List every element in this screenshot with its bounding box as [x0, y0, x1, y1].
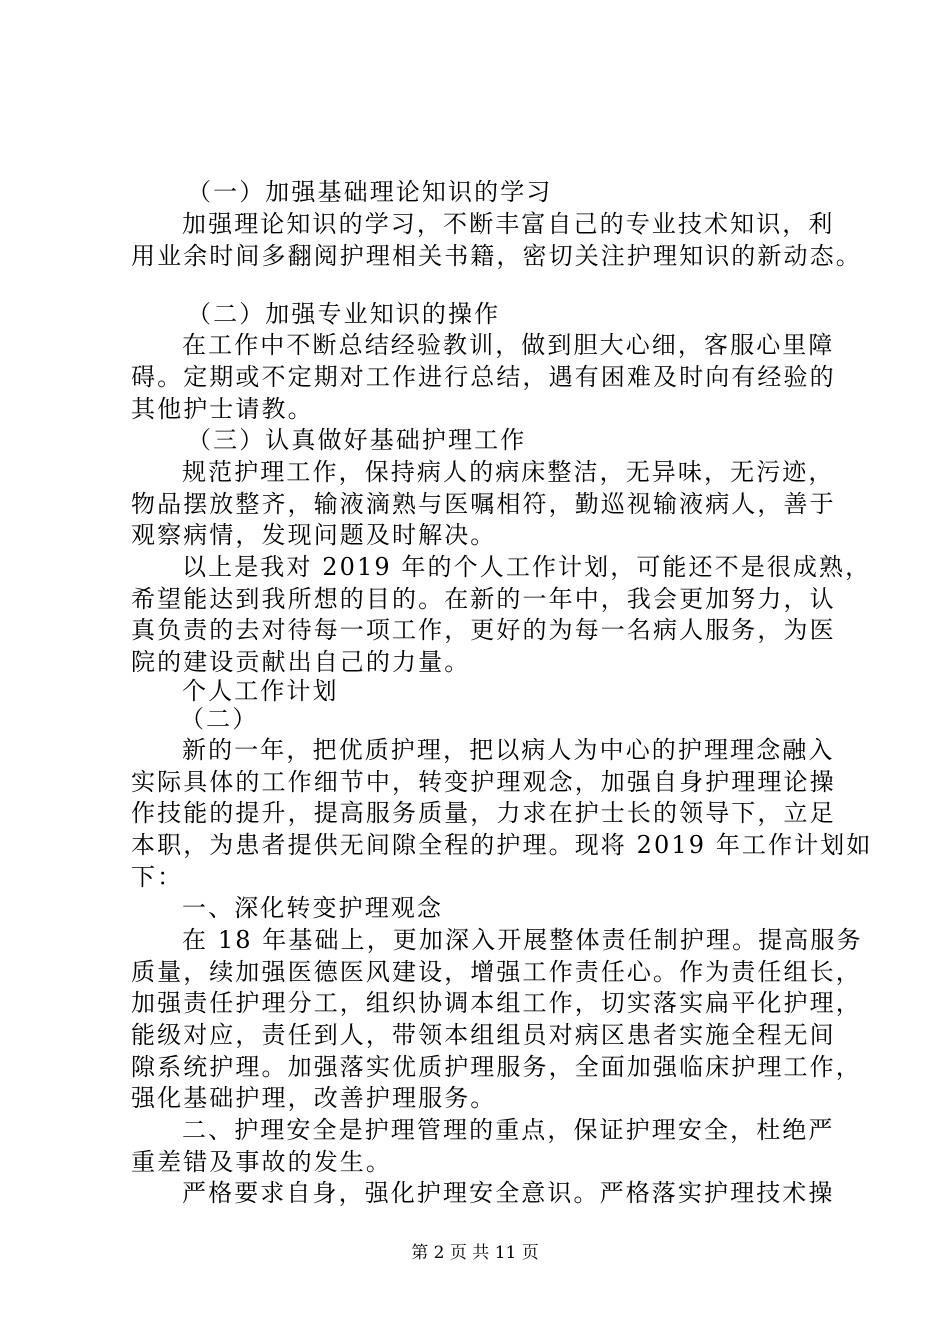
section-heading-2: （二）加强专业知识的操作	[187, 300, 501, 328]
document-subtitle: （二）	[180, 705, 259, 733]
paragraph-line: 强化基础护理，改善护理服务。	[131, 1084, 497, 1112]
paragraph-line: 重差错及事故的发生。	[131, 1148, 392, 1176]
page-number-footer: 第 2 页 共 11 页	[411, 1243, 539, 1263]
paragraph-line: 真负责的去对待每一项工作，更好的为每一名病人服务，为医	[131, 616, 836, 644]
paragraph-line: 观察病情，发现问题及时解决。	[131, 521, 497, 549]
section-heading-3: （三）认真做好基础护理工作	[187, 426, 527, 454]
paragraph-line: 其他护士请教。	[131, 395, 314, 423]
paragraph-line: 隙系统护理。加强落实优质护理服务，全面加强临床护理工作，	[131, 1053, 862, 1081]
paragraph-line: 新的一年，把优质护理，把以病人为中心的护理理念融入	[182, 736, 835, 764]
paragraph-line: 碍。定期或不定期对工作进行总结，遇有困难及时向有经验的	[131, 363, 836, 391]
paragraph-line: 实际具体的工作细节中，转变护理观念，加强自身护理理论操	[131, 768, 836, 796]
paragraph-line: 能级对应，责任到人，带领本组组员对病区患者实施全程无间	[131, 1021, 836, 1049]
section-heading-1: （一）加强基础理论知识的学习	[187, 178, 553, 206]
paragraph-line: 希望能达到我所想的目的。在新的一年中，我会更加努力，认	[131, 585, 836, 613]
paragraph-line: 加强理论知识的学习，不断丰富自己的专业技术知识，利	[182, 210, 835, 238]
paragraph-line: 质量，续加强医德医风建设，增强工作责任心。作为责任组长，	[131, 958, 862, 986]
paragraph-line: 院的建设贡献出自己的力量。	[131, 648, 471, 676]
section-heading-4: 一、深化转变护理观念	[182, 894, 443, 922]
paragraph-line: 在工作中不断总结经验教训，做到胆大心细，客服心里障	[182, 331, 835, 359]
paragraph-line: 下：	[131, 863, 184, 891]
paragraph-line: 本职，为患者提供无间隙全程的护理。现将 2019 年工作计划如	[131, 831, 873, 859]
paragraph-line: 用业余时间多翻阅护理相关书籍，密切关注护理知识的新动态。	[131, 242, 862, 270]
paragraph-line: 在 18 年基础上，更加深入开展整体责任制护理。提高服务	[182, 926, 863, 954]
paragraph-line: 加强责任护理分工，组织协调本组工作，切实落实扁平化护理，	[131, 989, 862, 1017]
paragraph-line: 严格要求自身，强化护理安全意识。严格落实护理技术操	[182, 1179, 835, 1207]
paragraph-line: 物品摆放整齐，输液滴熟与医嘱相符，勤巡视输液病人，善于	[131, 490, 836, 518]
paragraph-line: 规范护理工作，保持病人的病床整洁，无异味，无污迹，	[182, 458, 835, 486]
section-heading-5: 二、护理安全是护理管理的重点，保证护理安全，杜绝严	[182, 1116, 835, 1144]
paragraph-line: 以上是我对 2019 年的个人工作计划，可能还不是很成熟，	[182, 553, 872, 581]
paragraph-line: 作技能的提升，提高服务质量，力求在护士长的领导下，立足	[131, 799, 836, 827]
document-title: 个人工作计划	[182, 677, 339, 705]
